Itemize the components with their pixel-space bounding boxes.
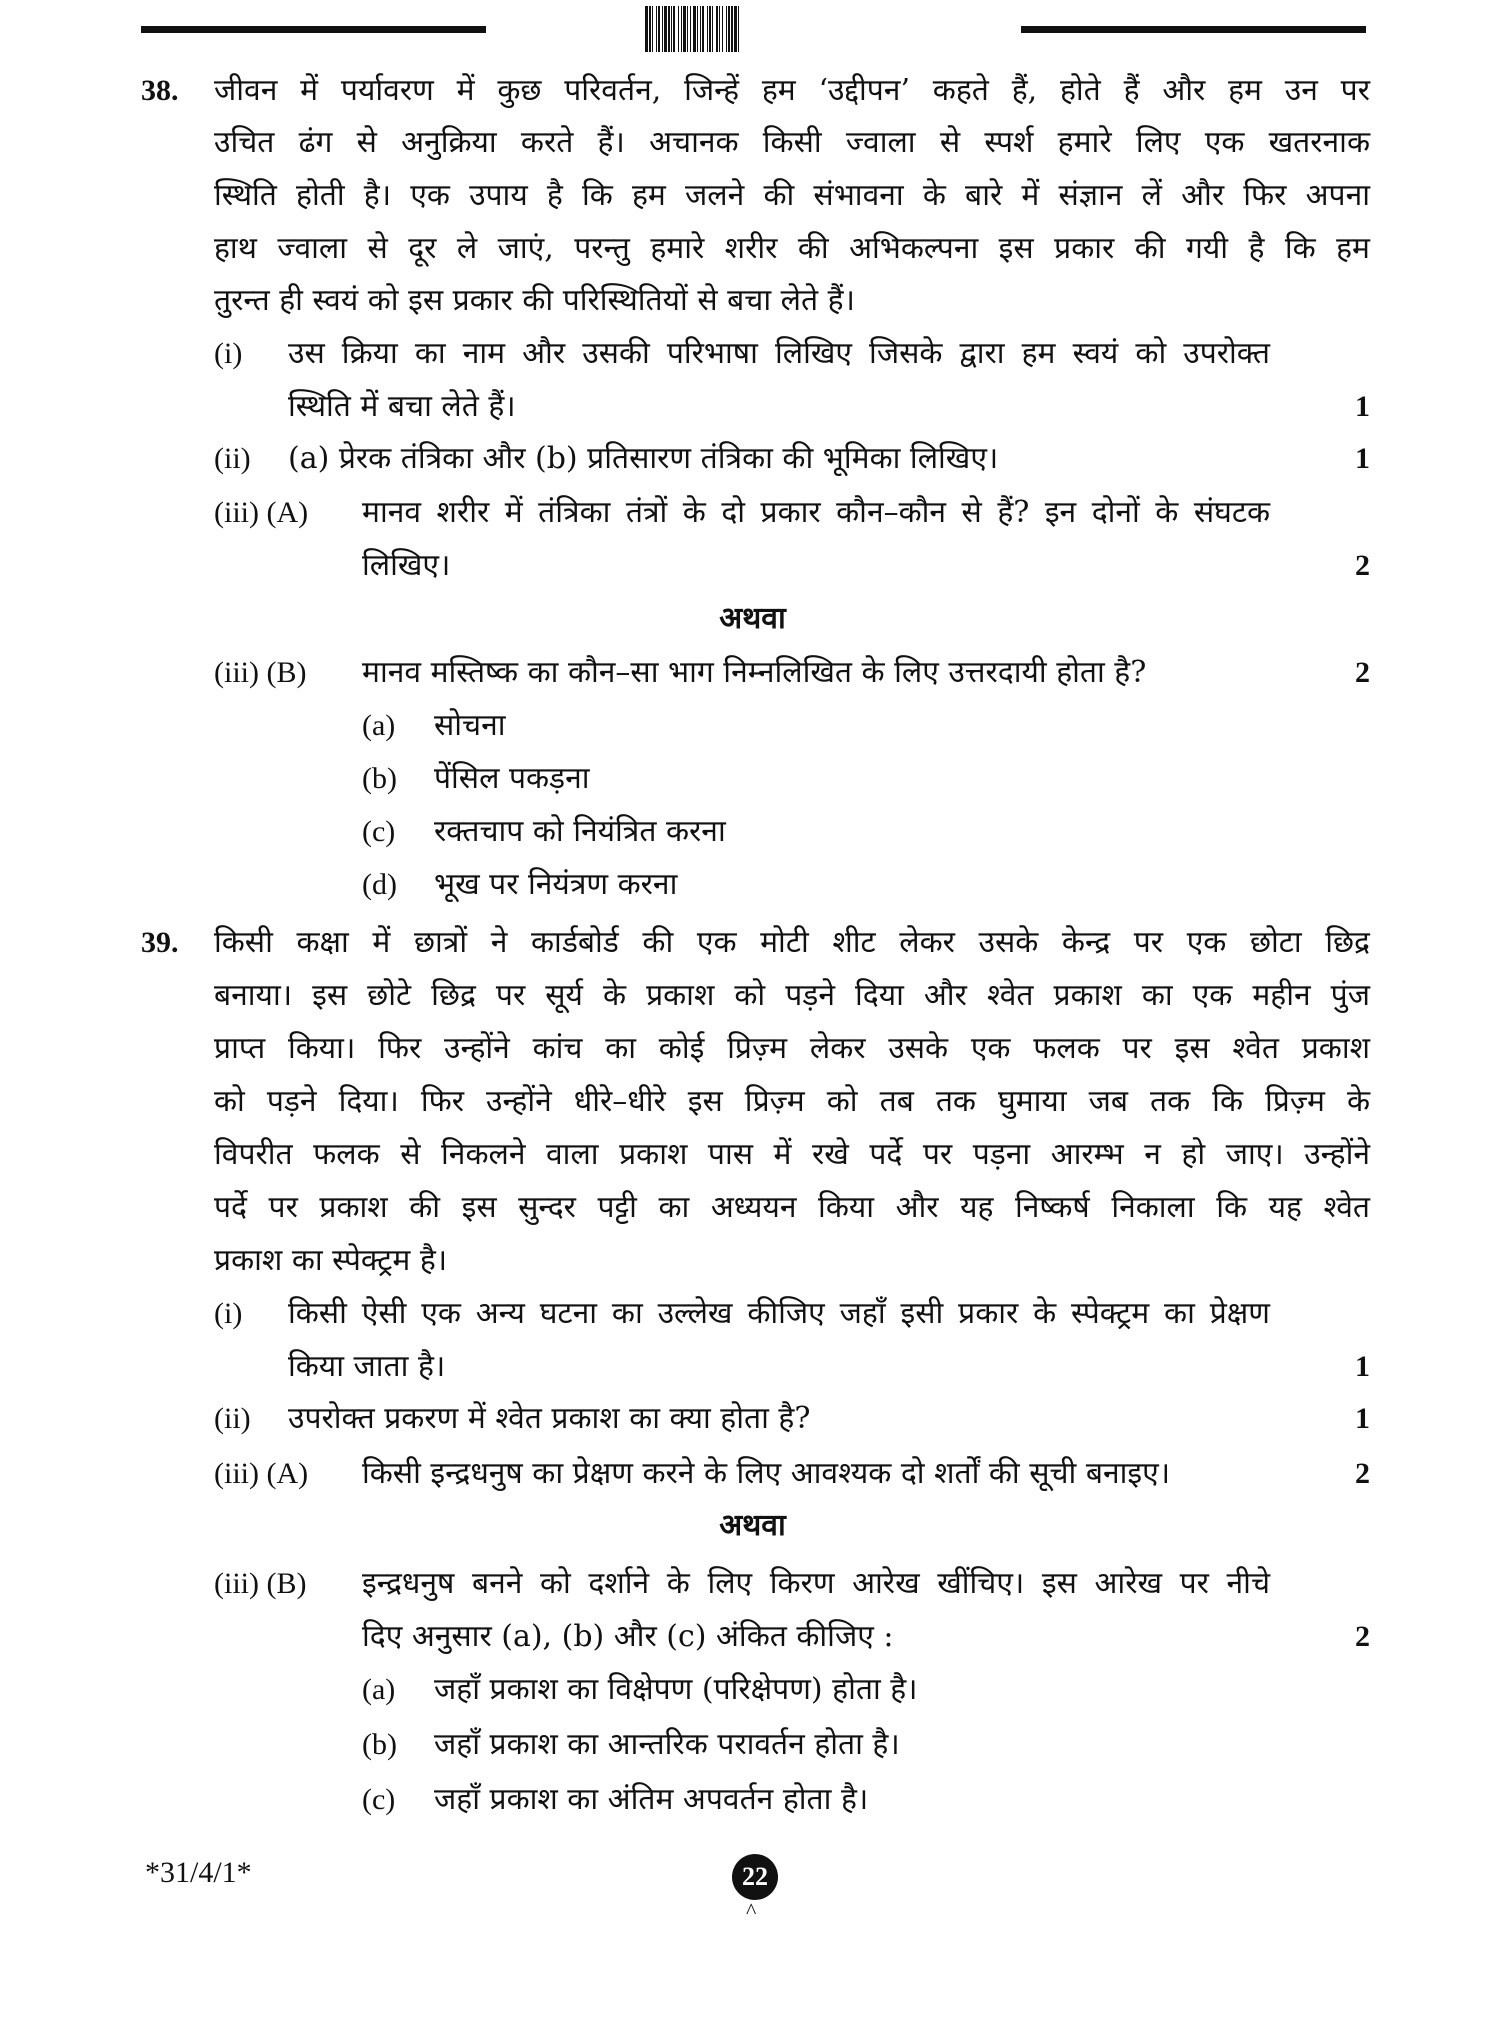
question-text-line: प्रकाश का स्पेक्ट्रम है।	[214, 1243, 448, 1278]
option-label: (b)	[362, 1728, 397, 1761]
barcode-stripe	[739, 6, 741, 52]
subpart-text: मानव शरीर में तंत्रिका तंत्रों के दो प्रकार कौन–कौन से हैं? इन दोनों के संघटक	[362, 495, 1270, 530]
marks: 1	[1355, 1350, 1370, 1383]
subpart-text: लिखिए।	[362, 548, 451, 583]
question-text-line: को पड़ने दिया। फिर उन्होंने धीरे–धीरे इस प्रिज़्म को तब तक घुमाया जब तक कि प्रिज़्म के	[214, 1084, 1370, 1119]
subpart-text: इन्द्रधनुष बनने को दर्शाने के लिए किरण आरेख खींचिए। इस आरेख पर नीचे	[362, 1566, 1270, 1601]
option-text: जहाँ प्रकाश का अंतिम अपवर्तन होता है।	[434, 1782, 869, 1817]
marks: 2	[1355, 549, 1370, 582]
question-text-line: जीवन में पर्यावरण में कुछ परिवर्तन, जिन्हें हम ‘उद्दीपन’ कहते हैं, होते हैं और हम उन पर	[214, 73, 1370, 108]
marks: 1	[1355, 1402, 1370, 1435]
or-separator: अथवा	[719, 1508, 786, 1543]
or-separator: अथवा	[719, 601, 786, 636]
option-label: (c)	[362, 815, 396, 848]
option-text: भूख पर नियंत्रण करना	[434, 867, 678, 902]
subpart-text: किया जाता है।	[288, 1349, 446, 1384]
subpart-text: उपरोक्त प्रकरण में श्वेत प्रकाश का क्या होता है?	[288, 1401, 811, 1436]
subpart-text: किसी इन्द्रधनुष का प्रेक्षण करने के लिए आवश्यक दो शर्तों की सूची बनाइए।	[362, 1456, 1171, 1491]
subpart-text: दिए अनुसार (a), (b) और (c) अंकित कीजिए :	[362, 1619, 894, 1654]
option-text: जहाँ प्रकाश का विक्षेपण (परिक्षेपण) होता है।	[434, 1672, 918, 1707]
option-text: सोचना	[434, 708, 506, 743]
header-rule-left	[141, 26, 486, 33]
subpart-label: (ii)	[214, 442, 251, 475]
subpart-text: उस क्रिया का नाम और उसकी परिभाषा लिखिए जिसके द्वारा हम स्वयं को उपरोक्त	[288, 336, 1270, 371]
option-text: पेंसिल पकड़ना	[434, 761, 590, 796]
subpart-text: किसी ऐसी एक अन्य घटना का उल्लेख कीजिए जहाँ इसी प्रकार के स्पेक्ट्रम का प्रेक्षण	[288, 1296, 1270, 1331]
subpart-label: (iii) (A)	[214, 1457, 309, 1490]
question-text-line: स्थिति होती है। एक उपाय है कि हम जलने की संभावना के बारे में संज्ञान लें और फिर अपना	[214, 178, 1370, 213]
option-label: (a)	[362, 709, 396, 742]
subpart-label: (i)	[214, 1297, 243, 1330]
marks: 2	[1355, 1620, 1370, 1653]
caret-mark: ^	[746, 1898, 757, 1923]
question-text-line: पर्दे पर प्रकाश की इस सुन्दर पट्टी का अध्ययन किया और यह निष्कर्ष निकाला कि यह श्वेत	[214, 1190, 1370, 1225]
subpart-text: स्थिति में बचा लेते हैं।	[288, 389, 516, 424]
option-text: रक्तचाप को नियंत्रित करना	[434, 814, 726, 849]
question-text-line: विपरीत फलक से निकलने वाला प्रकाश पास में रखे पर्दे पर पड़ना आरम्भ न हो जाए। उन्होंने	[214, 1137, 1370, 1172]
subpart-label: (iii) (B)	[214, 1567, 307, 1600]
subpart-label: (ii)	[214, 1402, 251, 1435]
subpart-text: मानव मस्तिष्क का कौन–सा भाग निम्नलिखित के लिए उत्तरदायी होता है?	[362, 655, 1147, 690]
option-label: (d)	[362, 868, 397, 901]
question-number: 39.	[141, 926, 179, 959]
question-text-line: प्राप्त किया। फिर उन्होंने कांच का कोई प्रिज़्म लेकर उसके एक फलक पर इस श्वेत प्रकाश	[214, 1031, 1370, 1066]
marks: 1	[1355, 390, 1370, 423]
option-label: (b)	[362, 762, 397, 795]
question-number: 38.	[141, 74, 179, 107]
question-text-line: उचित ढंग से अनुक्रिया करते हैं। अचानक किसी ज्वाला से स्पर्श हमारे लिए एक खतरनाक	[214, 125, 1370, 160]
question-text-line: हाथ ज्वाला से दूर ले जाएं, परन्तु हमारे शरीर की अभिकल्पना इस प्रकार की गयी है कि हम	[214, 231, 1370, 266]
page-number: 22	[732, 1854, 778, 1900]
subpart-label: (iii) (A)	[214, 496, 309, 529]
subpart-label: (iii) (B)	[214, 656, 307, 689]
marks: 1	[1355, 442, 1370, 475]
barcode-icon	[645, 6, 868, 52]
subpart-label: (i)	[214, 337, 243, 370]
subpart-text: (a) प्रेरक तंत्रिका और (b) प्रतिसारण तंत्रिका की भूमिका लिखिए।	[288, 441, 999, 476]
option-text: जहाँ प्रकाश का आन्तरिक परावर्तन होता है।	[434, 1727, 900, 1762]
question-text-line: तुरन्त ही स्वयं को इस प्रकार की परिस्थितियों से बचा लेते हैं।	[214, 283, 855, 318]
marks: 2	[1355, 1457, 1370, 1490]
option-label: (a)	[362, 1673, 396, 1706]
marks: 2	[1355, 656, 1370, 689]
header-rule-right	[1021, 26, 1366, 33]
question-text-line: बनाया। इस छोटे छिद्र पर सूर्य के प्रकाश को पड़ने दिया और श्वेत प्रकाश का एक महीन पुंज	[214, 978, 1370, 1013]
paper-code: *31/4/1*	[145, 1856, 252, 1889]
option-label: (c)	[362, 1783, 396, 1816]
question-text-line: किसी कक्षा में छात्रों ने कार्डबोर्ड की एक मोटी शीट लेकर उसके केन्द्र पर एक छोटा छिद्र	[214, 925, 1370, 960]
